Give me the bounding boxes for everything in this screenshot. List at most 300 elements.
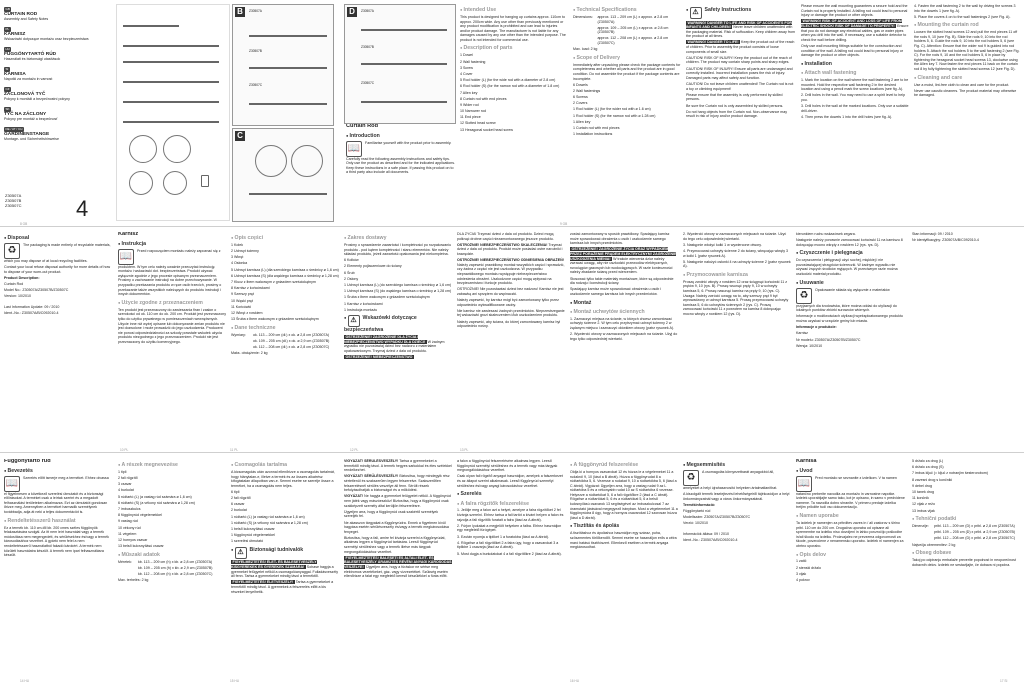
warning-text: FIGYELMEZTETÉS! ÉLETVESZÉLY!	[232, 580, 294, 585]
info-line: Információk állása: 09 / 2010	[683, 532, 729, 537]
book-icon: 📖	[796, 476, 812, 492]
figures-parts-panel	[116, 4, 230, 221]
list-item: 7 imbus ključ (= ključ z notranjim šesterorobom)	[912, 471, 988, 476]
list-item: 1 Dowel	[460, 53, 473, 58]
max-load: Največja obremenitev: 2 kg	[912, 542, 956, 547]
bullet-text: Only use wall mounting fittings suitable for the construction and condition of the wall. A falling rod could lead to personal injury or damage the product or other objects.	[801, 43, 904, 58]
rod-drawing	[249, 193, 327, 195]
max-load: Max. load: 2 kg	[573, 47, 598, 52]
step-text: 1. Zaznaczyć miejsca na ścianie, w których chcesz zamontować uchwyty ścienne 2. W tym celu przytrzymać uchwyt ścienny 2 w żądanym miejscu i zaznaczyć ołówkiem otwory (patrz rysunek A).	[570, 316, 675, 330]
cover-subtitle: Napotki za montažo in varnost	[4, 77, 53, 82]
info-line: Ident.-No.: Z30507A/B/C092010-4	[683, 538, 738, 543]
section-heading: ● Műszaki adatok	[118, 552, 226, 558]
list-item: 5 rúdtartó (L) (a vastag rúd számára ø 1,6 cm)	[118, 494, 192, 499]
list-item: 1 Uchwyt karnisza (L) (do szerokiego karnisza o średnicy ø 1,6 cm)	[344, 283, 452, 288]
section-heading: ● Zakres dostawy	[344, 235, 452, 241]
dims-values	[138, 560, 213, 579]
list-item: 2 Covers	[573, 101, 588, 106]
body-text: A kiszolgált termék leselejtezési lehetőségeiről tájékozódjon a helyi önkormányzatnál vagy a város önkormányzatánál.	[683, 492, 790, 501]
list-item: 1 rúdtartó (L) (a vastag rúd számára ø 1,6 cm)	[231, 514, 305, 519]
step-text: 4. Rögzítse a fali rögzítőket 2 a falra úgy, hogy a csavarokat 3 a tiplikbe 1 csavarja (lásd az A ábrát).	[457, 540, 559, 550]
bullet-text: Never use caustic cleaners. The product material may otherwise be damaged.	[914, 88, 1017, 98]
cover-title: KARNISZ	[4, 31, 26, 37]
list-item: 12 Wkręt z rowkiem	[231, 310, 263, 315]
figure-code: Z30507A	[361, 9, 374, 13]
step-text: 1. Jelölje meg a falon azt a helyet, amelyre a falra rögzítőket 2 fel kívánja szerelni. Ehhez tartsa a fali tartót a kívánt helyen a falon és rajzolja a fali rögzítők furatait a falra (lásd az A ábrát).	[457, 508, 564, 522]
cover-lang-gb	[4, 4, 112, 22]
caution-text: CAUTION! RISK OF INJURY! Ensure all parts are undamaged and correctly installed. Incorrect installation poses the risk of injury. Damaged parts may affect safety and function.	[686, 66, 793, 80]
max-load-label: Max. terhelés:	[118, 578, 141, 583]
gb-tech-column	[573, 4, 681, 138]
body-text: Prosimy o sprawdzenie zawartości i kompletności po rozpakowaniu produktu - pod kątem kompletności i stanu elementów. Nie należy składać produktu, jeżeli zawartość opakowania jest niekompletna.	[344, 242, 452, 257]
list-item: 5 Uchwyt karnisza (L) (dla szerokiego karnisza o średnicy ø 1,6 cm)	[231, 267, 339, 272]
product-title: Karnisa	[796, 459, 817, 464]
row-top	[0, 0, 1024, 225]
step-text: Następnie należy ponownie zamocować końcówki 11 na karniszu 8 dokręcając mocno wkręty z rowkiem 12 (rys. rys. D).	[796, 238, 903, 247]
body-text: A tisztításhoz és ápoláshoz használjon egy száraz, puha, szöszmentes törlőkendőt. Semmi esetre se használjon erős a célra maró hatású tisztítószert. Ellenkező esetben a termék anyaga megkárosodhat.	[570, 531, 677, 550]
cover-subtitle: Montage- und Sicherheitshinweise	[4, 137, 59, 142]
dimensions-block	[118, 560, 226, 579]
warning-triangle-icon: ⚠	[690, 7, 702, 19]
section-heading: ● Tehnični podatki	[912, 516, 1020, 522]
bullet-text: Spadający karnisz może spowodować obrażenia u osób i uszkodzenie samego karnisza lub innych przedmiotów.	[570, 287, 662, 296]
body-text: a falon a függönyrúd felszerelésére alkalmas legyen. Leeső függönyrúd személyi sérüléshez és a termék vagy más tárgyak megrongálódásához vezethet.	[457, 459, 558, 473]
parts-list	[460, 53, 568, 132]
section-heading: ● Tisztítás és ápolás	[570, 523, 678, 529]
page-number: 13 PL	[460, 448, 469, 452]
list-item: 1 Allen key	[573, 119, 591, 124]
rod-drawing	[361, 29, 447, 31]
dims-label: Wymiary:	[231, 332, 246, 337]
cover-page-number: 4	[76, 196, 89, 221]
dowel-drawing	[163, 171, 187, 195]
body-text: Ta izdelek je namenjen za pritrditev zaves in / ali zastorov s širino pribl. 110 cm do 200 cm. Drugačna uporaba od opisane ali spremembe na izdelku niso dovoljeni in lahko povzročijo poškodbe in/ali škodo na izdelku. Proizvajalec ne prevzema odgovornosti za škode, povzročene z nenamensko uporabo. Izdelek ni namenjen za obrtno uporabo.	[796, 520, 904, 548]
rod-drawing	[123, 81, 219, 83]
dimensions-block	[231, 333, 339, 352]
warning-triangle-icon: ⚠	[348, 315, 360, 327]
caution-text: CAUTION! Do not leave children unattended! The Curtain rod is not a toy or climbing equipment!	[686, 82, 794, 91]
figure-code: Z30507B	[249, 49, 262, 53]
section-heading: ● Montaż uchwytów ściennych	[570, 309, 678, 315]
list-item: 13 imbus vijak	[912, 508, 935, 513]
list-item: 1 Instrukcja montażu	[344, 307, 378, 312]
country-badge: GB	[5, 7, 10, 11]
body-text: Tartsa a gyermekeket a terméktől mindig távol. A gyermekek a felszerelés előtt a kis részeket lenyelhetik.	[231, 580, 334, 594]
step-text: 2. Wywiercić otwory w zaznaczonych miejscach na ścianie. Użyj do tego tylko odpowiedniej wiertarki.	[570, 332, 678, 341]
body-text: Opakowanie składa się wyłącznie z materiałów przyjaznych dla środowiska, które można oddać do utylizacji do lokalnych punktów zbiórki surowców wtórnych.	[796, 287, 897, 313]
section-heading: ● A függönyrúd felszerelése	[570, 462, 678, 468]
list-item: 13 belső kulcsnyílású csavar	[118, 544, 164, 549]
cover-title: GARDINENSTANGE	[4, 131, 50, 137]
safety-heading-text: Safety Instructions	[704, 7, 752, 13]
list-item: 6 držalo za drog (S)	[912, 465, 944, 470]
figure-c	[232, 128, 334, 222]
list-item: 13 Hexagonal socket head screw	[460, 127, 513, 132]
warning-text: FIGYELMEZTETÉS! ÉLET- ÉS BALESETVESZÉLY KISGYEREKEK ÉS GYEREKEK SZÁMÁRA!	[231, 560, 317, 570]
section-heading: ● Instrukcja	[118, 241, 226, 247]
section-heading: ● A részek megnevezése	[118, 462, 226, 468]
warning-text: WARNING! DANGER TO LIFE AND RISK OF ACCIDENTS FOR INFANTS AND CHILDREN!	[686, 20, 792, 30]
bullet-text: Należy zapewnić, aby ściana, do której zamontowany karnisz był odpowiednio nośny.	[457, 319, 561, 329]
page-number: 8 GB	[20, 222, 28, 226]
bullet-text: Stosować tylko takie materiały montażowe, które są odpowiednie dla rodzaju i konstrukcji ściany.	[570, 276, 674, 286]
max-load: Maks. obciążenie: 2 kg	[231, 351, 268, 356]
rod-drawing	[123, 61, 219, 63]
dims-line: approx. 113 – 209 cm (L) x approx. ø 2.8 cm (Z30507A)	[597, 14, 669, 24]
scope-list	[573, 83, 681, 137]
page-number: 16 HU	[570, 679, 580, 683]
body-text: Proszę zwolnić wkręty z rowkiem 12 oraz ściągnąć końcówki 11 z prętów 9, 10 (rys. B). Proszę wsunąć pręty 9, 10 w uchwyty karnisza 5, 6. Proszę nasunąć karnisz na pręty 9, 10 (rys. C). Uwaga: Należy zwrócić uwagę na to, aby szerszy pręt 9 był wprowadzony w uchwyt karnisza 5. Proszę przymocować uchwyty karnisza 5, 6 do uchwytów ściennych 2 (rys. C). Proszę zamocować końcówki 11 z powrotem na karnisz 8 dokręcając mocno wkręty z rowkiem 12 (rys. D).	[683, 279, 789, 316]
list-item: 1 Rod holder (S) (for the narrow rod with ø 1.28 cm)	[573, 113, 656, 118]
info-line: Verzió: 10/2010	[683, 521, 708, 526]
recycle-icon: ♻	[683, 470, 699, 486]
book-icon: 📖	[346, 141, 362, 157]
list-item: 2 Wall fastenings	[573, 88, 601, 93]
page-number: 15 HU	[230, 679, 240, 683]
info-heading: Termékinformáció:	[683, 502, 716, 507]
dims-line: kb. 113 – 209 cm (h) x kb. ø 2,8 cm (Z30507A)	[138, 559, 213, 564]
cover-part-drawing	[129, 171, 153, 195]
info-line: Karnisz	[796, 331, 808, 336]
dims-line: ok. 112 – 208 cm (dł.) x ok. ø 2,8 cm (Z30507C)	[253, 345, 330, 350]
caution-text: VIGYÁZAT! SÉRÜLÉSVESZÉLY!	[344, 474, 399, 479]
list-item: 6 Śrub	[344, 270, 355, 275]
list-item: 1 rúdtartó (S) (a vékony rúd számára ø 1,28 cm)	[231, 520, 308, 525]
section-heading: ● Montaż	[570, 300, 678, 306]
dims-line: kb. 109 – 205 cm (h) x kb. ø 2,9 cm (Z30507B)	[138, 565, 213, 570]
list-item: 6 Screws	[573, 95, 588, 100]
section-heading: ● Uvod	[796, 468, 906, 474]
country-badge: HU	[5, 46, 10, 51]
country-badge: PL	[5, 26, 10, 31]
cover-lang-de	[4, 124, 112, 142]
bullet-text: Please ensure that the assembly is only performed by skilled persons.	[686, 92, 783, 102]
country-badge: SI	[5, 66, 9, 71]
rod-drawing	[123, 121, 219, 123]
page-number: 12 PL	[350, 448, 359, 452]
bullet-text: Csak olyan fali rögzítő anyagot használjon, amelyek a falszerkezet és az állapot szerint alkalmasak. Leeső függönyrúd személyi sérüléshez és/vagy anyagi károsodáshoz vezethet.	[457, 474, 563, 488]
caution-text: OSTROŻNIE! Nie pozostawiać dzieci bez nadzoru! Karnisz nie jest zabawką ani sprzętem do wspinaczki.	[457, 287, 564, 296]
section-heading	[231, 547, 339, 559]
list-item: 8 függönyrúd végelemekkel	[118, 513, 162, 518]
dims-line: approx. 112 – 208 cm (L) x approx. ø 2.8 cm (Z30507C)	[597, 36, 669, 46]
list-item: 1 Curtain rod with end pieces	[573, 126, 620, 131]
warning-text: WARNING! DANGER TO LIFE!	[687, 40, 739, 45]
cover-subtitle: Assembly and Safety Notes	[4, 17, 49, 22]
section-heading: ● Usuwanie	[796, 280, 906, 286]
figure-label: B	[235, 7, 245, 17]
body-text: Szerelés előtt ismerje meg a terméket. Ehhez olvassa el figyelmesen a következő szerelési útmutatót és a biztonsági előírásokat. A terméket csak a leírtak szerint és a megadott felhasználási területeken alkalmazza. Ezt az útmutatót gondosan őrizze meg. Amennyiben a terméket harmadik személynek továbbadja, adja át neki a teljes dokumentációt is.	[4, 475, 109, 515]
list-item: 3 csavar	[118, 482, 132, 487]
section-heading: ● Megsemmisítés	[683, 462, 791, 468]
dims-line: pribl. 112 – 208 cm (D) x pribl. ø 2,8 cm (Z30507C)	[934, 536, 1016, 541]
body-text: Familiarise yourself with the product prior to assembly. Carefully read the following assembly instructions and safety tips. Only use the product as described and for the indicated applications. Keep these instructions in a safe place. If passing this product on to a third party also include all documents.	[346, 140, 456, 175]
steps-list	[801, 78, 909, 120]
bullet-text: Nie karnisz nie zawieszać żadnych przedmiotów. Nieprzestrzeganie tej wskazówki grozi skaleczeniem i/lub uszkodzeniem produktu.	[457, 308, 565, 318]
list-item: 7 Allen key	[460, 90, 478, 95]
pl-clean-column	[796, 232, 906, 350]
gb-disposal-column	[4, 232, 112, 317]
body-text: Informacje o możliwościach utylizacji wyeksploatowanego produktu można uzyskać w urzędzie gminy lub miasta.	[796, 314, 903, 323]
list-item: 9 Szerszy pręt	[231, 292, 254, 297]
parts-list	[231, 243, 339, 322]
body-text: Biztosítsa, hogy mindegyik rész sértetlenül és szakszerűen legyen felszerelve. Szakszerűtlen felszerelésnél sérülés veszélye áll fenn. Sérült részek befolyásolhatják a biztonságot és a működést.	[344, 474, 450, 493]
step-text: 5. Następnie nałożyć osłonki 4 na uchwyty ścienne 2 (patrz rysunek A).	[683, 259, 791, 269]
body-text: Do czyszczenia i pielęgnacji użyć suchej, miękkiej i nie pozostawiającej strzępków ściereczki. W żadnym wypadku nie używać żrących środków myjących. W przeciwnym razie można uszkodzić materiał produktu.	[796, 258, 898, 277]
cover-model-ids	[5, 193, 21, 208]
list-item: 4 pokrov	[796, 578, 810, 583]
figure-d	[344, 4, 456, 124]
cover-title: ZÁCLONOVÁ TYČ	[4, 91, 46, 97]
section-heading: ● Rendeltetésszerű használat	[4, 518, 112, 524]
list-item: 1 zatič	[796, 559, 807, 564]
si-intro-column	[796, 459, 906, 584]
section-heading: ● Użycie zgodne z przeznaczeniem	[118, 300, 226, 306]
body-text: Sohase hagyja a gyermeket felügyelet nélkül a csomagolóanyaggal. Fulladásveszély áll fenn. Tartsa a gyermekeket mindig távol a terméktől.	[231, 565, 339, 579]
step-text: 5. Place the covers 4 on to the wall fastenings 2 (see Fig. A).	[914, 14, 1011, 19]
bullet-text: Należy zapewnić, by karnisz mógł być zamontowany tylko przez odpowiednio wykwalifikowane osoby.	[457, 298, 559, 307]
step-text: 4. Then press the dowels 1 into the drill holes (see fig. A).	[801, 114, 893, 119]
cover-subtitle: Wskazówki dotyczące montażu oraz bezpieczeństwa	[4, 37, 89, 42]
info-heading: Product Description:	[4, 275, 40, 280]
hu-parts-column	[118, 459, 226, 584]
country-badge: CZ	[5, 86, 10, 91]
rod-drawing	[361, 101, 447, 103]
gb-install-column	[801, 4, 909, 121]
dims-line: kb. 112 – 208 cm (h) x kb. ø 2,8 cm (Z30507C)	[138, 572, 213, 577]
pl-mount-column	[570, 232, 678, 343]
dims-values	[597, 15, 681, 47]
info-line: Nr modelu: Z30507A/Z30507B/Z30507C	[796, 337, 861, 342]
rod-drawing	[123, 45, 219, 47]
body-text: Pred montažo se seznanite z izdelkom. V ta namen natančno preberite navodila za montažo in varnostne napotke. Izdelek uporabljajte samo tako, kot je opisano, in samo v predvidene namene. Ta navodila dobro shranite. V primeru predaje izdelka tretjim priložite tudi vso dokumentacijo.	[796, 475, 905, 510]
list-item: 9 vastag rúd	[118, 519, 138, 524]
section-heading: ● Opis delov	[796, 552, 906, 558]
dims-values	[253, 333, 329, 352]
list-item: 9 debel drog	[912, 483, 932, 488]
step-text: 2. Fúrjon lyukakat a megjelölt helyeken a falba. Ehhez használjon egy megfelelő fúrógépet.	[457, 523, 562, 533]
section-heading: ● Obseg dobave	[912, 550, 1020, 556]
pl-parts-column	[231, 232, 339, 357]
warning-text: OSTRZEŻENIE! ZAGROŻENIE ŻYCIA ORAZ WYPADKIEM PRZEZ PORAŻENIE PRĄDEM ELEKTRYCZNYM! ZAGROŻENIE USZKODZENIA MIENIA!	[570, 247, 677, 261]
max-load: 2 kg	[141, 578, 149, 583]
step-text: 2. Wywiercić otwory w zaznaczonych miejscach na ścianie. Użyć do tego celu odpowiedniej wiertarki.	[683, 232, 787, 241]
list-item: 2 burkolat	[231, 508, 247, 513]
list-item: 1 Uchwyt karnisza (S) (do wąskiego karnisza o średnicy ø 1,28 cm)	[344, 289, 452, 294]
list-item: 1 függönyrúd végelemekkel	[231, 533, 275, 538]
cover-subtitle: Pokyny pre montáž a bezpečnosť	[4, 117, 58, 122]
rod-drawing	[249, 67, 327, 69]
list-item: 10 Narrower rod	[460, 109, 486, 114]
list-item: 1 tipli	[118, 469, 127, 474]
row-divider	[0, 226, 1024, 227]
list-item: 9 Wider rod	[460, 102, 479, 107]
cover-lang-cz	[4, 84, 112, 102]
list-item: 6 Kołków	[344, 258, 359, 263]
bullet-text: Do not hang objects from the Curtain rod. Non-observance may result in risk of injury and/or product damage.	[686, 109, 788, 119]
list-item: 3 vijak	[796, 571, 807, 576]
pl-scope-column	[344, 232, 452, 361]
section-heading: ● Przymocowanie karnisza	[683, 272, 791, 278]
caution-text: OSTROŻNIE! NIEBEZPIECZEŃSTWO ODNIESIENIA OBRAŻEŃ!	[457, 258, 564, 263]
list-item: 12 hornyos csavar	[118, 537, 148, 542]
page-number: 10 PL	[120, 448, 129, 452]
body-text: Ügyeljen arra, hogy a fúráskor ne sértse meg elektromos vezetékeket, gáz- vagy vízvezetéket. Szükség esetén ellenőrizze a falat egy megfelelő kereső készülékkel a fúrás előtt.	[344, 565, 448, 579]
cover-lang-pl	[4, 24, 112, 42]
caution-text: VIGYÁZAT! SÉRÜLÉSVESZÉLY!	[344, 459, 399, 463]
bullet-text: Biztosítsa, hogy a fali, amire fel kívánja szerelni a függönyrúdat, alkalmas legyen a függönyrúd tartására. Leeső függönyrúd személyi sérüléshez vagy a termék illetve más tárgyak megrongálódásához vezethet.	[344, 535, 446, 554]
dims-line: approx. 109 – 205 cm (L) x approx. ø 2.8 cm (Z30507B)	[597, 25, 669, 35]
hu-intro-column	[4, 459, 112, 559]
cover-subtitle: Használati és biztonsági utasítások	[4, 57, 61, 62]
list-item: 1 Karnisz z końcówkami	[344, 301, 383, 306]
step-text: 1. Mark the location on the wall where the wall fastening 2 are to be mounted. Hold the respective wall fastening 2 in the desired location and using a pencil mark the screw locations (see fig. A).	[801, 78, 909, 92]
figure-b	[232, 4, 334, 126]
list-item: 8 Karnisz z końcówkami	[231, 286, 270, 291]
gb-intro-column	[346, 124, 456, 177]
list-item: 6 Uchwyt karnisza (S) (dla wąskiego karnisza o średnicy ø 1,28 cm)	[231, 273, 339, 278]
caution-text: OSTROŻNIE! NIEBEZPIECZEŃSTWO SKALECZENIA!	[457, 242, 548, 247]
cover-title: CURTAIN ROD	[4, 11, 38, 17]
dims-line: pribl. 109 – 205 cm (D) x pribl. ø 2,9 cm (Z30507B)	[934, 530, 1016, 535]
recycle-icon: ♻	[4, 243, 20, 259]
body-text: A csomagolás környezetbarát anyagokból áll, amelyeket a helyi újrahasznosító helyeken ártalmatlaníthat.	[683, 469, 778, 490]
section-heading	[686, 7, 796, 19]
section-heading: ● Szerelés	[457, 491, 565, 497]
body-text: Keep the product out of the reach of children. Prior to assembly the product consists of loose components of small size.	[686, 40, 795, 54]
step-text: 5. Most dugja a burkolatokat 4 a fali rögzítőkre 2 (lásd az A ábrát).	[457, 551, 562, 556]
product-title: Curtain Rod	[346, 124, 379, 129]
body-text: This product is designed for hanging up curtains approx. 110cm to approx. 200cm wide. Any use other than previously mentioned or any product modification is prohibited and can lead to injuries and/or product damage. The manufacturer is not liable for any damages caused by any use other than the intended purpose. The product is not intended for commercial use.	[460, 14, 566, 42]
rod-drawing	[249, 35, 327, 37]
section-heading: ● A falra rögzítők felszerelése	[457, 501, 565, 507]
list-item: 2 fali rögzítő	[118, 476, 138, 481]
rod-drawing	[249, 103, 327, 105]
dimensions-block	[573, 15, 681, 47]
list-item: 4 Osłonka	[231, 261, 248, 266]
product-title: Függönytartó rúd	[4, 459, 51, 464]
body-text: A kicsomagolás után azonnal ellenőrizze a csomagolás tartalmát, hogy hiánytalan-e, illetve a termék és az összes alkatrész kifogástalan állapotban van-e. Semmi esetre se szerelje össze a terméket, ha a csomagolás nem teljes.	[231, 469, 335, 488]
steps-list	[457, 508, 565, 556]
list-item: 4 Cover	[460, 71, 473, 76]
model-id: Z30507A	[5, 193, 22, 198]
dims-line: ok. 109 – 205 cm (dł.) x ok. ø 2,9 cm (Z30507B)	[253, 338, 330, 343]
body-text: zostać zamontowany w sposób prawidłowy. Spadający karnisz może spowodować obrażenia u osób i uszkodzenie samego karnisza lub innych przedmiotów.	[570, 232, 670, 246]
list-item: 2 Elementy pojłaczeniowe do ściany	[344, 264, 402, 269]
hu-mount-column	[457, 459, 565, 558]
section-heading: ● Description of parts	[460, 45, 568, 51]
list-item: 11 končnik	[912, 496, 929, 501]
info-line: Modellszám: Z30507A/Z30507B/Z30507C	[683, 515, 751, 520]
list-item: 8 zavesni drog s končniki	[912, 477, 953, 482]
list-item: 5 držalo za drog (L)	[912, 459, 944, 463]
section-heading: ● Dane techniczne	[231, 325, 339, 331]
warning-text: OSTRZEŻENIE! ZAGROŻENIE DLA ŻYCIA I NIEBEZPIECZEŃSTWO WYPADKU DLA DZIECI!	[344, 335, 426, 344]
section-heading	[344, 315, 452, 333]
list-item: 1 Rod holder (L) (for the wider rod with ø 1.6 cm)	[573, 107, 651, 112]
book-icon: 📖	[4, 476, 20, 492]
page-number: 9 GB	[560, 222, 568, 226]
dims-line: ok. 113 – 209 cm (dł.) x ok. ø 2,8 cm (Z30507A)	[253, 332, 330, 337]
dims-label: Dimenzije:	[912, 524, 929, 528]
section-heading: ● Mounting the curtain rod	[914, 22, 1020, 28]
section-heading: ● Introduction	[346, 133, 456, 139]
info-line: Stan informacji: 09 / 2010	[912, 232, 953, 236]
cover-lang-sk	[4, 104, 112, 122]
screw-drawing	[201, 175, 209, 187]
step-text: 3. Drill holes in the wall at the marked locations. Only use a suitable drill-driver.	[801, 104, 909, 113]
page-number: 17 SI	[1000, 679, 1008, 683]
list-item: 10 tanek drog	[912, 489, 934, 494]
list-item: 10 vékony rúd	[118, 525, 141, 530]
bullet-text: Please ensure the wall mounting guarantees a secure hold and the Curtain rod is properly installed. A falling rod could lead to personal injury or damage the product or other objects.	[801, 4, 908, 18]
rod-drawing	[123, 25, 179, 27]
model-id: Z30507C	[5, 203, 22, 208]
parts-list	[118, 470, 226, 549]
figure-code: Z30507C	[361, 81, 375, 85]
product-title: Karnisz	[118, 232, 139, 237]
list-item: 11 végelem	[118, 531, 137, 536]
info-line: Model No.: Z30507A/Z30507B/Z30507C	[4, 288, 69, 293]
body-text: Loosen the slotted head screws 12 and pull the end pieces 11 off the rods 9, 10 (see Fig. B). Slide the rods 9, 10 into the rod holders 5, 6. Guide the rods 9, 10 into the rod holders 5, 6 (see Fig. C). Attention: Ensure that the wider rod 9 is guided into rod holders 5. Attach the rod holders 5 to the wall fastening 2 (see Fig. C). For the rods 9, 10 and the rod holders 5, 6 in place by tightening the hexagonal socket head screws 13, clockwise using the Allen key 7. Now fasten the end pieces 11 back on the curtain rod 8 by fully tightening the slotted head screws 12 (see Fig. D).	[914, 30, 1020, 72]
body-text: Contact your local refuse disposal authority for more details of how to dispose of your worn-out product.	[4, 265, 111, 274]
warning-text: WARNING! RISK OF ACCIDENT AND LOSS OF LIFE FROM ELECTRIC SHOCK! RISK OF DAMAGE TO PROPERTY!	[801, 19, 902, 28]
list-item: 6 Dowels	[573, 82, 588, 87]
list-item: 10 Wąski pręt	[231, 298, 253, 303]
caution-text: VIGYÁZAT!	[344, 494, 364, 499]
section-heading: ● Opis części	[231, 235, 339, 241]
info-line: Curtain Rod	[4, 282, 24, 287]
pl-info-column	[912, 232, 1020, 244]
list-item: 1 Śruba z łbem walcowym z gniazdem sześciokątnym	[344, 295, 430, 300]
list-item: 12 Slotted head screw	[460, 121, 496, 126]
warning-triangle-icon: ⚠	[235, 547, 247, 559]
page-number: 11 PL	[230, 448, 239, 452]
figure-code: Z30507C	[249, 83, 263, 87]
scope-list	[231, 490, 339, 544]
rod-drawing	[361, 63, 447, 65]
hu-scope-column	[231, 459, 339, 596]
dims-label: Méretek:	[118, 559, 132, 564]
section-heading: ● Disposal	[4, 235, 112, 241]
list-item: 6 Rod holder (S) (for the narrow rod with a diameter of 1.8 cm)	[460, 84, 560, 89]
body-text: Ne hagyja a gyermeket felügyelet nélkül. A függönyrúd nem játék vagy mászóeszköz! Biztosítsa, hogy a függönyrúd csak szakképzett személy által kerüljön felszerelésre.	[344, 494, 451, 508]
row-bottom	[0, 455, 1024, 683]
gb-intended-column	[460, 4, 568, 134]
list-item: 13 Śruba z łbem walcowym z gniazdem sześciokątnym	[231, 317, 319, 322]
cover-lang-si	[4, 64, 112, 82]
body-text: Tartsa a gyermekeket a terméktől mindig távol. A termék hegyes sarkokkal és éles szélekkel rendelkezhet.	[344, 459, 452, 473]
list-item: 2 Osłony	[344, 276, 359, 281]
body-text: Oldja ki a hornyos csavarokat 12 és húzza le a végelemeket 11 a rudakról 9, 10 (lásd a B ábrát). Húzza a függönyrudat 8 a rúdtartókba 5, 6. Vezesse a rudakat 9, 10 a rúdtartókba 5, 6 (lásd a C ábrát). Vigyázat: Ügyeljen arra, hogy a vastag rudat 9 az L rúdtartóba 5 és a vékonyabb rudat 10 az S rúdtartóba 6 vezesse. Helyezze a rúdtartókat 5, 6 a fali rögzítőkre 2 (lásd a C ábrát). Rögzítse a rúdtartókat 5, 6 és a rúdtartókat 5, 6 a belső kulcsnyílású csavarok 13 segítségével az imbuszkulccsal 7 az óramutató járásával megegyező irányban. Most a végelemeket 11 a függönyrúdra 8 úgy, hogy a hornyos csavarokat 12 szorosan húzza (lásd a D ábrát).	[570, 469, 678, 520]
figure-code: Z30507B	[361, 45, 374, 49]
country-badge: DE / AT / CH	[5, 126, 23, 131]
list-item: 1 szerelési útmutató	[231, 539, 264, 544]
list-item: 1 Kołek	[231, 242, 243, 247]
bullet-text: Use a moist, lint-free cloth to clean and care for the product.	[914, 82, 1010, 87]
body-text: DLA ŻYCIA! Trzymać dzieci z dala od produktu. Dzieci mogą połknąć drobne części niezamontowanego jeszcze produktu.	[457, 232, 554, 241]
info-line: Wersja: 10/2010	[796, 343, 823, 348]
section-heading: ● Technical Specifications	[573, 7, 681, 13]
cover-title: FÜGGÖNYTARTÓ RÚD	[4, 51, 57, 57]
bullet-text: Be sure the Curtain rod is only assembled by skilled persons.	[686, 103, 784, 108]
step-text: 4. Przymocować uchwyty ścienne 2 do ściany, wkręcając wkręty 3 w kołki 1 (patrz rysunek A).	[683, 248, 788, 258]
step-text: 4. Fasten the wall fastening 2 to the wall by driving the screws 3 into the dowels 1 (see fig. A).	[914, 4, 1016, 13]
page-number: 14 HU	[20, 679, 30, 683]
body-text: Należy zapewnić prawidłowy montaż wszystkich części i sprawdzić, czy żadna z części nie jest uszkodzona. W przypadku nieprawidłowego montażu występuje niebezpieczeństwo odniesienia obrażeń. Uszkodzone części mogą wpływać na bezpieczeństwo i funkcje produktu.	[457, 262, 565, 286]
list-item: 3 Screw	[460, 65, 473, 70]
list-item: 1 belső kulcsnyílású csavar	[231, 527, 275, 531]
